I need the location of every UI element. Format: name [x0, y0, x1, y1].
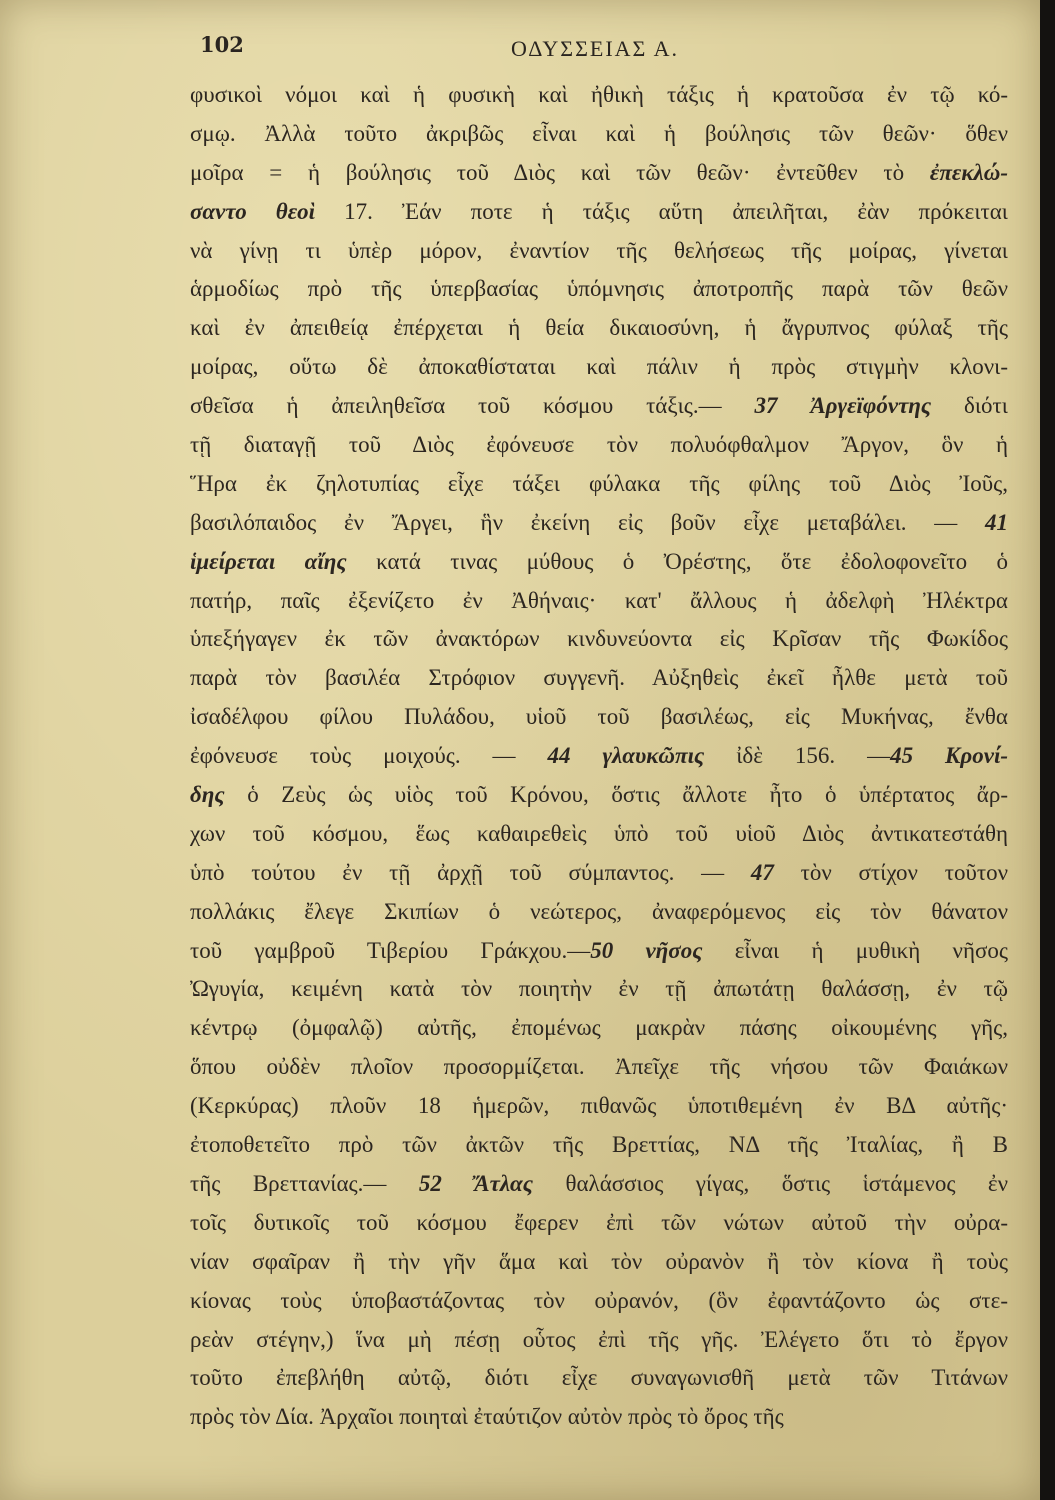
lemma-reference: ἐπεκλώ- — [929, 159, 1008, 185]
text-run: ἐφόνευσε τοὺς μοιχούς. — — [190, 743, 548, 769]
text-run: ρεὰν στέγην,) ἵνα μὴ πέσῃ οὗτος ἐπὶ τῆς γῆς. Ἐλέγετο ὅτι τὸ ἔργον — [190, 1326, 1008, 1352]
text-run: κατά τινας μύθους ὁ Ὀρέστης, ὅτε ἐδολοφονεῖτο ὁ — [346, 548, 1008, 574]
text-run: χων τοῦ κόσμου, ἕως καθαιρεθεὶς ὑπὸ τοῦ υἱοῦ Διὸς ἀντικατεστάθη — [190, 820, 1008, 846]
text-run: κίονας τοὺς ὑποβαστάζοντας τὸν οὐρανόν, (ὃν ἐφαντάζοντο ὡς στε- — [190, 1287, 1008, 1313]
text-line — [190, 1398, 1008, 1437]
text-line — [190, 1126, 1008, 1165]
text-run: ἐτοποθετεῖτο πρὸ τῶν ἀκτῶν τῆς Βρεττίας, ΝΔ τῆς Ἰταλίας, ἢ Β — [190, 1132, 1008, 1158]
page-number: 102 — [200, 32, 244, 57]
text-run: ἁρμοδίως πρὸ τῆς ὑπερβασίας ὑπόμνησις ἀποτροπῆς παρὰ τῶν θεῶν — [190, 276, 1008, 302]
text-run: πατήρ, παῖς ἐξενίζετο ἐν Ἀθήναις· κατ' ἄλλους ἡ ἀδελφὴ Ἠλέκτρα — [190, 587, 1008, 613]
text-line — [190, 504, 1008, 543]
text-run: (Κερκύρας) πλοῦν 18 ἡμερῶν, πιθανῶς ὑποτιθεμένη ἐν ΒΔ αὐτῆς· — [190, 1093, 1008, 1119]
text-run: μοῖρα = ἡ βούλησις τοῦ Διὸς καὶ τῶν θεῶν· ἐντεῦθεν τὸ — [190, 159, 930, 185]
text-line — [190, 1243, 1008, 1282]
text-run: θαλάσσιος γίγας, ὅστις ἱστάμενος ἐν — [533, 1170, 1008, 1196]
lemma-reference: 44 γλαυκῶπις — [547, 743, 705, 769]
running-title: ΟΔΥΣΣΕΙΑΣ Α. — [510, 36, 680, 61]
text-run: πολλάκις ἔλεγε Σκιπίων ὁ νεώτερος, ἀναφερόμενος εἰς τὸν θάνατον — [190, 898, 1008, 924]
text-line — [190, 1359, 1008, 1398]
text-line — [190, 776, 1008, 815]
text-line — [190, 115, 1008, 154]
text-line — [190, 154, 1008, 193]
text-line — [190, 970, 1008, 1009]
text-line — [190, 737, 1008, 776]
text-run: τοῦ γαμβροῦ Τιβερίου Γράκχου.— — [190, 937, 591, 963]
text-run: ὁ Ζεὺς ὡς υἱὸς τοῦ Κρόνου, ὅστις ἄλλοτε ἦτο ὁ ὑπέρτατος ἄρ- — [224, 782, 1008, 808]
text-run: ἰσαδέλφου φίλου Πυλάδου, υἱοῦ τοῦ βασιλέως, εἰς Μυκήνας, ἔνθα — [190, 704, 1008, 730]
lemma-reference: ἱμείρεται αἴης — [190, 548, 347, 574]
text-run: διότι — [931, 393, 1008, 419]
text-line — [190, 426, 1008, 465]
text-run: ἰδὲ 156. — — [704, 743, 891, 769]
text-line — [190, 659, 1008, 698]
scan-border — [1040, 0, 1055, 1500]
text-line — [190, 1087, 1008, 1126]
text-line — [190, 232, 1008, 271]
text-line — [190, 1048, 1008, 1087]
text-run: Ἥρα ἐκ ζηλοτυπίας εἶχε τάξει φύλακα τῆς φίλης τοῦ Διὸς Ἰοῦς, — [190, 470, 1008, 496]
text-line — [190, 1321, 1008, 1360]
text-run: νίαν σφαῖραν ἢ τὴν γῆν ἅμα καὶ τὸν οὐρανὸν ἢ τὸν κίονα ἢ τοὺς — [190, 1248, 1008, 1274]
text-line — [190, 270, 1008, 309]
lemma-reference: 37 Ἀργεϊφόντης — [754, 393, 932, 419]
text-run: τοῦτο ἐπεβλήθη αὐτῷ, διότι εἶχε συναγωνισθῆ μετὰ τῶν Τιτάνων — [190, 1365, 1008, 1391]
text-run: φυσικοὶ νόμοι καὶ ἡ φυσικὴ καὶ ἠθικὴ τάξις ἡ κρατοῦσα ἐν τῷ κό- — [190, 82, 1008, 107]
text-run: ὑπὸ τούτου ἐν τῇ ἀρχῇ τοῦ σύμπαντος. — — [190, 859, 751, 885]
text-run: τῆς Βρεττανίας.— — [190, 1170, 419, 1196]
text-run: σμῳ. Ἀλλὰ τοῦτο ἀκριβῶς εἶναι καὶ ἡ βούλησις τῶν θεῶν· ὅθεν — [190, 120, 1008, 146]
text-run: τὸν στίχον τοῦτον — [773, 859, 1008, 885]
text-run: μοίρας, οὕτω δὲ ἀποκαθίσταται καὶ πάλιν ἡ πρὸς στιγμὴν κλονι- — [190, 354, 1008, 380]
text-run: καὶ ἐν ἀπειθείᾳ ἐπέρχεται ἡ θεία δικαιοσύνη, ἡ ἄγρυπνος φύλαξ τῆς — [190, 315, 1008, 341]
text-run: ὑπεξήγαγεν ἐκ τῶν ἀνακτόρων κινδυνεύοντα εἰς Κρῖσαν τῆς Φωκίδος — [190, 626, 1008, 652]
text-line — [190, 932, 1008, 971]
text-run: πρὸς τὸν Δία. Ἀρχαῖοι ποιηταὶ ἐταύτιζον αὐτὸν πρὸς τὸ ὄρος τῆς — [190, 1404, 784, 1430]
text-run: Ὠγυγία, κειμένη κατὰ τὸν ποιητὴν ἐν τῇ ἀπωτάτῃ θαλάσσῃ, ἐν τῷ — [190, 976, 1008, 1002]
lemma-reference: 41 — [985, 509, 1008, 535]
text-run: τοῖς δυτικοῖς τοῦ κόσμου ἔφερεν ἐπὶ τῶν νώτων αὐτοῦ τὴν οὐρα- — [190, 1209, 1008, 1235]
lemma-reference: 52 Ἄτλας — [418, 1170, 534, 1196]
text-line — [190, 582, 1008, 621]
text-line — [190, 854, 1008, 893]
text-line — [190, 1204, 1008, 1243]
text-line — [190, 1009, 1008, 1048]
text-line — [190, 1165, 1008, 1204]
text-run: παρὰ τὸν βασιλέα Στρόφιον συγγενῆ. Αὐξηθεὶς ἐκεῖ ἦλθε μετὰ τοῦ — [190, 665, 1008, 691]
text-run: ὅπου οὐδὲν πλοῖον προσορμίζεται. Ἀπεῖχε τῆς νήσου τῶν Φαιάκων — [190, 1054, 1008, 1080]
text-line — [190, 620, 1008, 659]
text-run: νὰ γίνῃ τι ὑπὲρ μόρον, ἐναντίον τῆς θελήσεως τῆς μοίρας, γίνεται — [190, 237, 1008, 263]
text-run: εἶναι ἡ μυθικὴ νῆσος — [702, 937, 1008, 963]
lemma-reference: 47 — [750, 859, 774, 885]
text-line — [190, 893, 1008, 932]
text-line — [190, 465, 1008, 504]
lemma-reference: 50 νῆσος — [590, 937, 703, 963]
text-line — [190, 348, 1008, 387]
text-run: τῇ διαταγῇ τοῦ Διὸς ἐφόνευσε τὸν πολυόφθαλμον Ἄργον, ὃν ἡ — [190, 432, 1008, 458]
text-line — [190, 387, 1008, 426]
text-line — [190, 76, 1008, 115]
lemma-reference: σαντο θεοὶ — [190, 198, 316, 224]
text-run: κέντρῳ (ὀμφαλῷ) αὐτῆς, ἐπομένως μακρὰν πάσης οἰκουμένης γῆς, — [190, 1015, 1008, 1041]
lemma-reference: 45 Κρονί- — [890, 743, 1008, 769]
text-line — [190, 309, 1008, 348]
lemma-reference: δης — [190, 782, 225, 808]
text-line — [190, 193, 1008, 232]
text-line — [190, 815, 1008, 854]
text-run: σθεῖσα ἡ ἀπειληθεῖσα τοῦ κόσμου τάξις.— — [190, 393, 755, 419]
page-header — [190, 30, 1000, 70]
text-line — [190, 698, 1008, 737]
text-run: βασιλόπαιδος ἐν Ἄργει, ἣν ἐκείνη εἰς βοῦν εἶχε μεταβάλει. — — [190, 509, 985, 535]
text-run: 17. Ἐάν ποτε ἡ τάξις αὕτη ἀπειλῆται, ἐὰν πρόκειται — [315, 198, 1008, 224]
text-line — [190, 1282, 1008, 1321]
commentary-text — [190, 76, 1008, 1437]
text-line — [190, 543, 1008, 582]
